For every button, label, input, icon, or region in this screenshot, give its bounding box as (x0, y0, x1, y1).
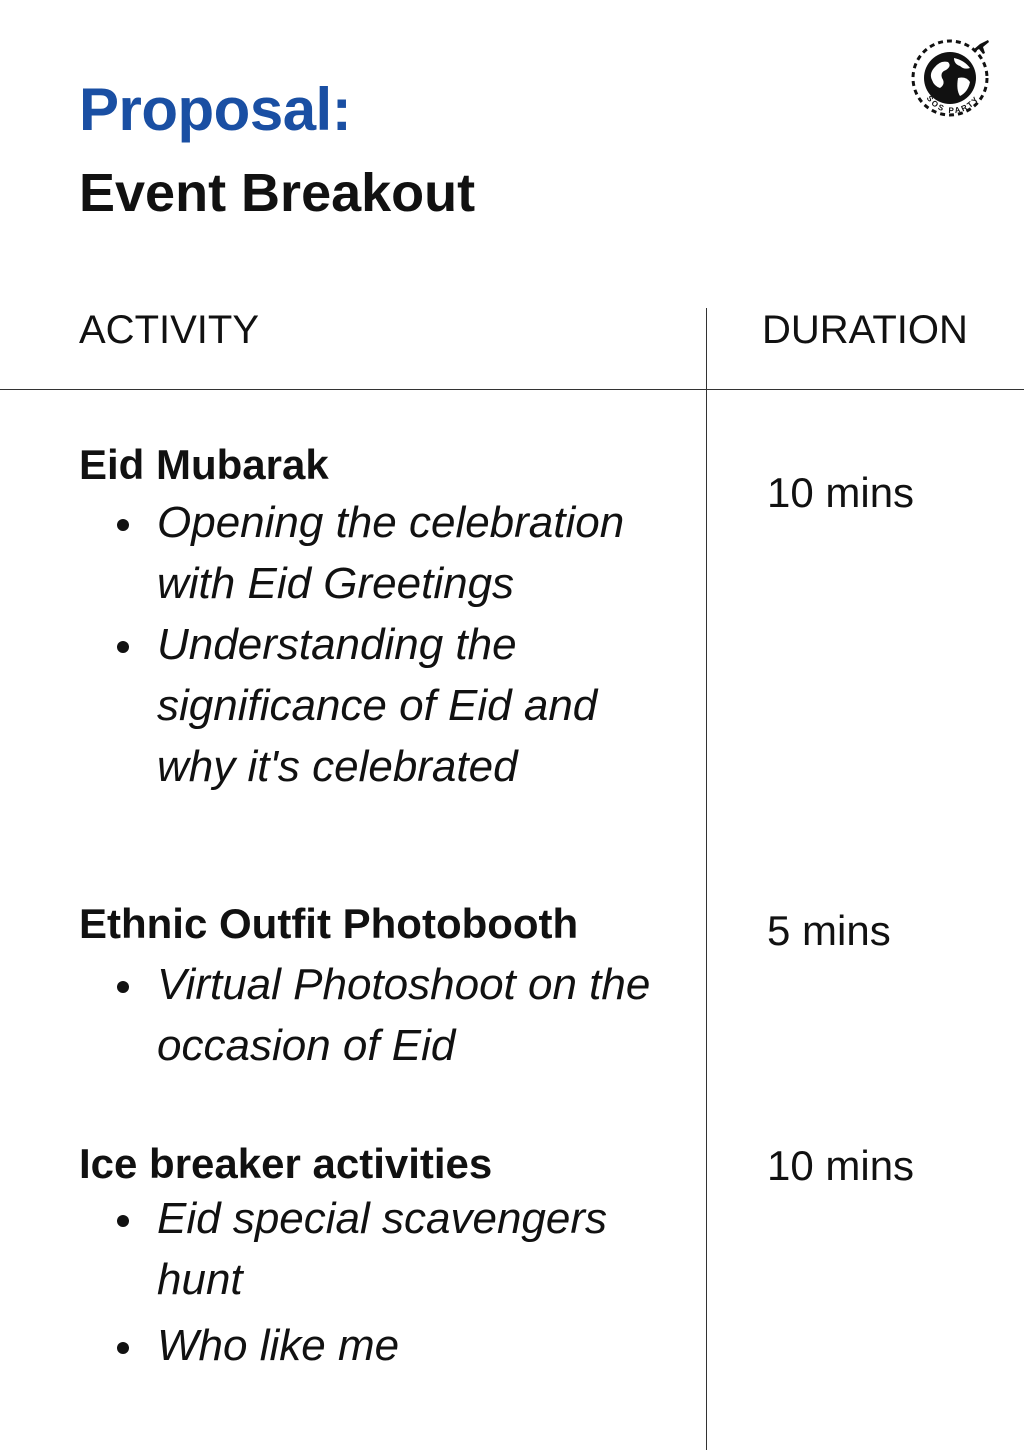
list-item: Opening the celebration with Eid Greetings (79, 492, 679, 614)
list-item: Eid special scavengers hunt (79, 1188, 679, 1310)
activity-row (79, 1140, 679, 1376)
activity-title: Ice breaker activities (79, 1140, 493, 1187)
activity-duration: 5 mins (767, 907, 891, 954)
activity-duration: 10 mins (767, 469, 915, 516)
list-item: Who like me (79, 1315, 679, 1376)
column-header-activity: ACTIVITY (79, 308, 260, 352)
list-item: Virtual Photoshoot on the occasion of Eid (79, 954, 679, 1076)
page-subtitle: Event Breakout (79, 163, 476, 223)
page-title: Proposal: (79, 76, 352, 143)
list-item: Understanding the significance of Eid and why it's celebrated (79, 614, 679, 797)
activity-row (79, 441, 679, 797)
logo-text: SOS PARTY (924, 93, 982, 116)
activity-row (79, 900, 679, 1076)
activity-title: Eid Mubarak (79, 441, 329, 488)
activity-title: Ethnic Outfit Photobooth (79, 900, 579, 947)
column-header-duration: DURATION (762, 308, 968, 352)
activity-duration: 10 mins (767, 1142, 915, 1189)
header-divider (0, 389, 1024, 390)
logo (908, 34, 998, 124)
globe-airplane-icon (908, 34, 998, 124)
column-divider (706, 308, 707, 1450)
